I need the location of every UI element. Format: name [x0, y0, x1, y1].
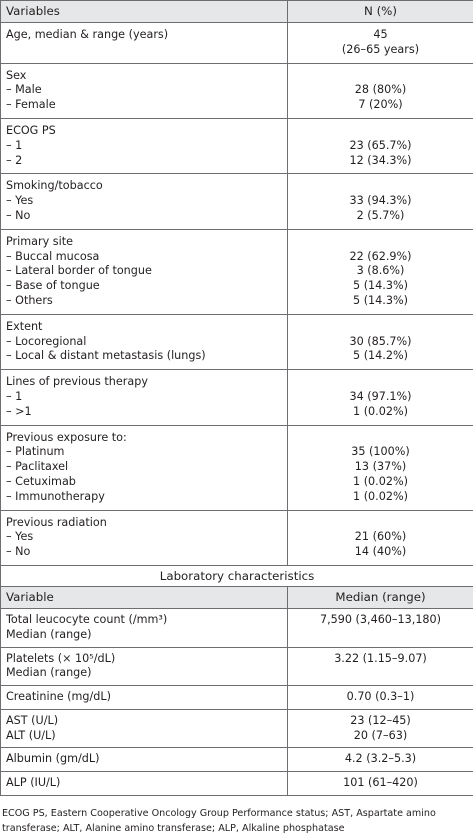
group-value-cell	[288, 370, 473, 425]
item-label: – No	[6, 545, 31, 559]
item-value: 12 (34.3%)	[349, 153, 412, 167]
lab-label: ALP (IU/L)	[6, 776, 61, 790]
item-label: – Yes	[6, 194, 34, 208]
lab-header-variable: Variable	[1, 586, 288, 608]
item-label: – Base of tongue	[6, 279, 100, 293]
header-n-percent: N (%)	[288, 1, 473, 23]
lab-label-cell	[1, 748, 288, 772]
group-label-cell	[1, 23, 288, 64]
lab-header-row	[1, 586, 473, 608]
item-label: – Paclitaxel	[6, 460, 69, 474]
group-label: Previous radiation	[6, 515, 107, 529]
lab-value: 23 (12–45)	[350, 713, 411, 727]
lab-label: Median (range)	[6, 666, 92, 680]
table-group-row	[1, 174, 473, 229]
table-group-row	[1, 118, 473, 173]
table-group-row	[1, 370, 473, 425]
lab-header-median: Median (range)	[288, 586, 473, 608]
item-label: – Lateral border of tongue	[6, 264, 152, 278]
item-label: – 2	[6, 153, 23, 167]
lab-label: Platelets (× 10⁵/dL)	[6, 651, 116, 665]
item-value: 14 (40%)	[354, 545, 407, 559]
item-value: 34 (97.1%)	[349, 389, 412, 403]
item-label: – Yes	[6, 530, 34, 544]
lab-label: Median (range)	[6, 627, 92, 641]
header-variables: Variables	[1, 1, 288, 23]
group-label: Extent	[6, 319, 43, 333]
lab-value: 4.2 (3.2–5.3)	[344, 752, 417, 766]
item-value: 13 (37%)	[354, 460, 407, 474]
table-footnote: ECOG PS, Eastern Cooperative Oncology Group Performance status; AST, Aspartate amino transferase; ALT, Alanine amino transferase; ALP, Alkaline phosphatase	[2, 808, 436, 834]
group-label: ECOG PS	[6, 123, 56, 137]
group-label-cell	[1, 370, 288, 425]
item-label: – Locoregional	[6, 334, 87, 348]
group-label-cell	[1, 229, 288, 314]
group-label: Previous exposure to:	[6, 430, 127, 444]
item-value: 1 (0.02%)	[353, 489, 408, 503]
item-label: – Buccal mucosa	[6, 249, 100, 263]
item-label: – Female	[6, 98, 56, 112]
item-label: – 1	[6, 138, 23, 152]
group-label-cell	[1, 314, 288, 369]
lab-value: 7,590 (3,460–13,180)	[319, 612, 442, 626]
group-value: 45	[373, 28, 388, 41]
lab-value-cell	[288, 647, 473, 686]
lab-value: 101 (61–420)	[343, 776, 418, 790]
group-value-cell	[288, 63, 473, 118]
lab-label-cell	[1, 709, 288, 748]
lab-value-cell	[288, 608, 473, 647]
lab-label: AST (U/L)	[6, 713, 59, 727]
group-label: Sex	[6, 68, 27, 82]
group-value-cell	[288, 510, 473, 565]
item-label: – Cetuximab	[6, 474, 76, 488]
lab-value: 0.70 (0.3–1)	[346, 690, 415, 704]
lab-label-cell	[1, 647, 288, 686]
lab-row	[1, 709, 473, 748]
group-value-cell	[288, 229, 473, 314]
group-label-cell	[1, 510, 288, 565]
lab-label: Creatinine (mg/dL)	[6, 690, 111, 704]
item-label: – Platinum	[6, 445, 65, 459]
item-value: 35 (100%)	[351, 445, 410, 459]
item-label: – Local & distant metastasis (lungs)	[6, 349, 206, 363]
group-label: Lines of previous therapy	[6, 375, 148, 389]
item-value: 23 (65.7%)	[349, 138, 412, 152]
group-label: Smoking/tobacco	[6, 179, 103, 193]
group-label-cell	[1, 174, 288, 229]
item-value: 7 (20%)	[358, 98, 403, 112]
item-value: 28 (80%)	[354, 83, 407, 97]
lab-row	[1, 686, 473, 710]
item-value: 1 (0.02%)	[353, 404, 408, 418]
lab-row	[1, 772, 473, 796]
lab-label: Total leucocyte count (/mm³)	[6, 612, 168, 626]
lab-value: 20 (7–63)	[353, 728, 408, 742]
lab-section-row	[1, 565, 473, 586]
group-value-cell	[288, 314, 473, 369]
item-value: 30 (85.7%)	[349, 334, 412, 348]
table-group-row	[1, 23, 473, 64]
item-label: – Male	[6, 83, 42, 97]
table-body	[1, 1, 473, 796]
lab-section-title: Laboratory characteristics	[1, 565, 473, 586]
item-label: – Immunotherapy	[6, 489, 105, 503]
item-value: 21 (60%)	[354, 530, 407, 544]
item-value: 5 (14.3%)	[353, 279, 408, 293]
table-group-row	[1, 425, 473, 510]
group-label-cell	[1, 425, 288, 510]
item-value: 2 (5.7%)	[356, 208, 405, 222]
group-label: Primary site	[6, 234, 73, 248]
item-value: 3 (8.6%)	[356, 264, 405, 278]
table-group-row	[1, 314, 473, 369]
lab-label-cell	[1, 608, 288, 647]
group-value-cell	[288, 174, 473, 229]
item-label: – Others	[6, 293, 53, 307]
item-value: 5 (14.2%)	[353, 349, 408, 363]
item-label: – No	[6, 208, 31, 222]
item-value: 33 (94.3%)	[349, 194, 412, 208]
lab-label: Albumin (gm/dL)	[6, 752, 100, 766]
group-value: (26–65 years)	[341, 42, 420, 56]
group-label: Age, median & range (years)	[6, 28, 169, 41]
item-value: 22 (62.9%)	[349, 249, 412, 263]
lab-row	[1, 647, 473, 686]
group-label-cell	[1, 118, 288, 173]
lab-value: 3.22 (1.15–9.07)	[334, 651, 427, 665]
item-value: 1 (0.02%)	[353, 474, 408, 488]
item-label: – 1	[6, 389, 23, 403]
table-group-row	[1, 510, 473, 565]
lab-value-cell	[288, 772, 473, 796]
table-header-row	[1, 1, 473, 23]
table-group-row	[1, 229, 473, 314]
group-value-cell	[288, 118, 473, 173]
lab-label-cell	[1, 686, 288, 710]
group-value-cell	[288, 425, 473, 510]
group-label-cell	[1, 63, 288, 118]
lab-label: ALT (U/L)	[6, 728, 56, 742]
lab-value-cell	[288, 748, 473, 772]
lab-row	[1, 608, 473, 647]
lab-label-cell	[1, 772, 288, 796]
group-value-cell	[288, 23, 473, 64]
lab-row	[1, 748, 473, 772]
lab-value-cell	[288, 709, 473, 748]
table-group-row	[1, 63, 473, 118]
item-value: 5 (14.3%)	[353, 293, 408, 307]
item-label: – >1	[6, 404, 32, 418]
lab-value-cell	[288, 686, 473, 710]
